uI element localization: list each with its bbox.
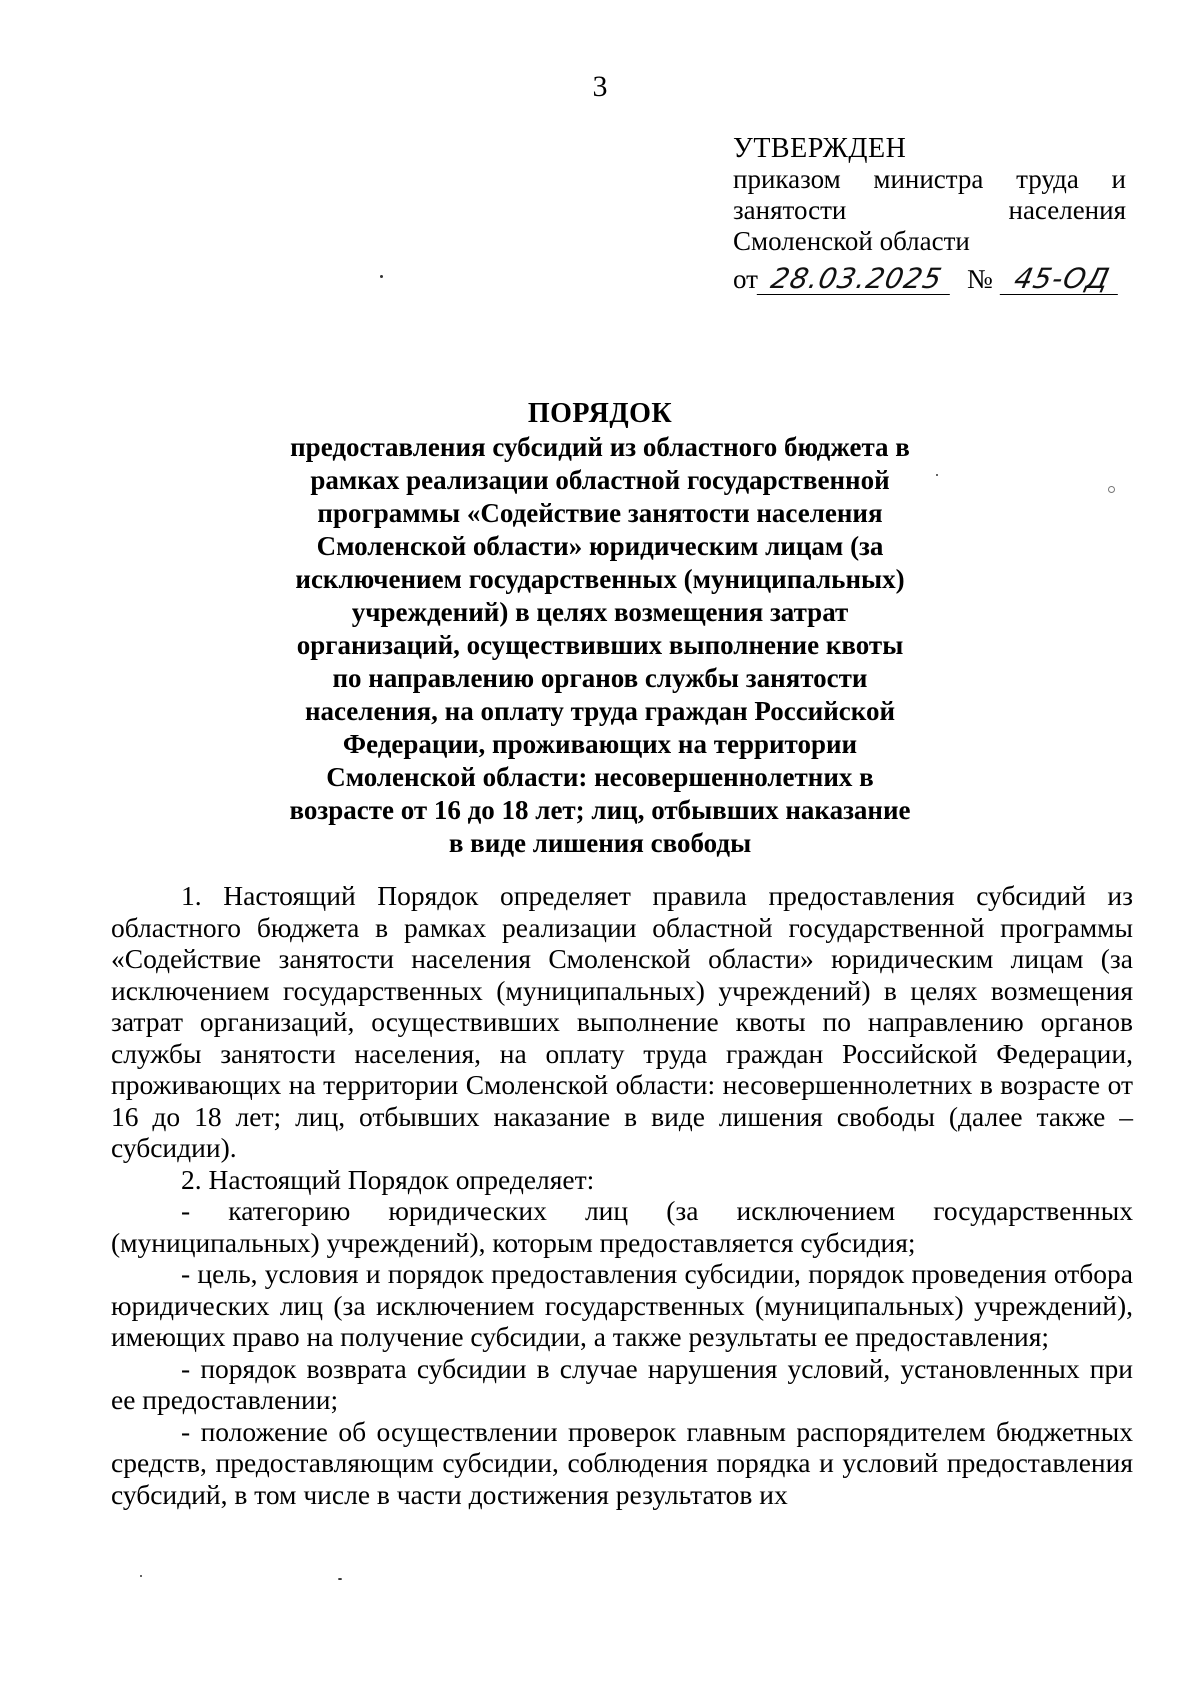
scan-speck [140,1575,142,1577]
title-line: по направлению органов службы занятости [332,663,868,693]
order-date-number-line [733,259,1126,295]
title-line: организаций, осуществивших выполнение квоты [296,630,904,660]
approval-line: занятости населения [733,195,1126,225]
scan-speck [380,275,383,278]
scan-speck [338,1578,342,1580]
title-line: учреждений) в целях возмещения затрат [351,597,849,627]
title-line: в виде лишения свободы [448,828,752,858]
approval-line: Смоленской области [733,226,970,256]
paragraph-2: 2. Настоящий Порядок определяет: [181,1163,595,1195]
list-item: - категорию юридических лиц (за исключением государственных (муниципальных) учреждений), которым предоставляется субсидия; [111,1195,1133,1258]
scan-speck [936,474,938,476]
page-number: 3 [592,70,608,103]
title-line: рамках реализации областной государственной [310,465,890,495]
approval-heading: УТВЕРЖДЕН [733,133,907,164]
document-title-block [230,397,970,860]
title-line: предоставления субсидий из областного бюджета в [290,432,910,462]
list-item: - порядок возврата субсидии в случае нарушения условий, установленных при ее предоставлении; [111,1352,1133,1415]
title-line: возрасте от 16 до 18 лет; лиц, отбывших наказание [289,795,911,825]
title-line: Смоленской области: несовершеннолетних в [326,762,874,792]
number-sign: № [966,264,993,294]
paragraph-1: 1. Настоящий Порядок определяет правила предоставления субсидий из областного бюджета в рамках реализации областной государственной программы «Содействие занятости населения Смоленской области» юридическим лицам (за исключением государственных (муниципальных) учреждений) в целях возмещения затрат организаций, осуществивших выполнение квоты по направлению органов службы занятости населения, на оплату труда граждан Российской Федерации, проживающих на территории Смоленской области: несовершеннолетних в возрасте от 16 до 18 лет; лиц, отбывших наказание в виде лишения свободы (далее также – субсидии). [111,880,1133,1163]
document-body [111,880,1133,1510]
list-item: - цель, условия и порядок предоставления субсидии, порядок проведения отбора юридических лиц (за исключением государственных (муниципальных) учреждений), имеющих право на получение субсидии, а также результаты ее предоставления; [111,1258,1133,1352]
list-item: - положение об осуществлении проверок главным распорядителем бюджетных средств, предоставляющим субсидии, соблюдения порядка и условий предоставления субсидий, в том числе в части достижения результатов их [111,1415,1133,1510]
title-line: программы «Содействие занятости населения [317,498,883,528]
approval-line: приказом министра труда и [733,164,1126,194]
scan-speck [1108,486,1115,493]
from-label: от [733,264,758,294]
handwritten-order-number: 45-ОД [999,264,1124,295]
document-title: ПОРЯДОК [527,398,673,429]
title-line: Федерации, проживающих на территории [342,729,858,759]
handwritten-date: 28.03.2025 [757,264,957,295]
title-line: исключением государственных (муниципальных) [295,564,905,594]
title-line: Смоленской области» юридическим лицам (за [316,531,884,561]
title-line: населения, на оплату труда граждан Российской [304,696,896,726]
approval-stamp-block [733,133,1126,295]
